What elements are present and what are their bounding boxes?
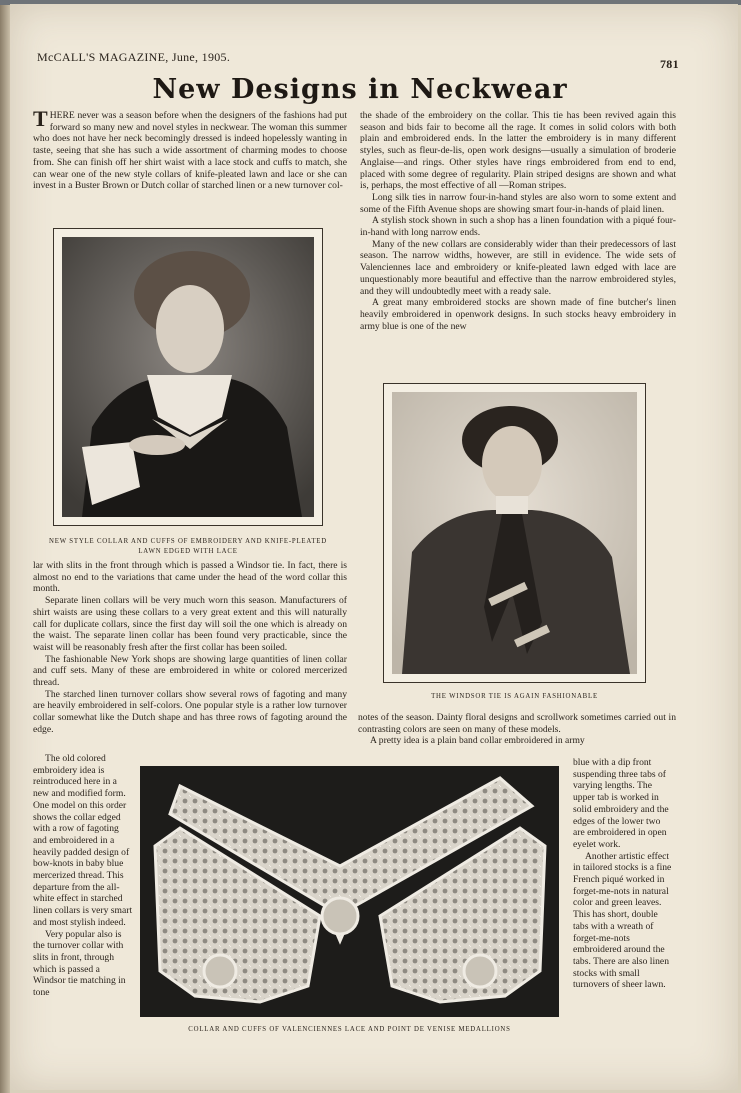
running-head: McCALL'S MAGAZINE, June, 1905.	[37, 50, 231, 64]
paragraph: A great many embroidered stocks are shown made of fine butcher's linen heavily embroidered in openwork designs. In such stocks heavy embroidery in army blue is one of the new	[360, 297, 676, 332]
column-2-top	[360, 110, 676, 375]
paragraph	[33, 110, 347, 192]
column-2-narrow	[573, 757, 673, 1039]
paragraph: The fashionable New York shops are showing large quantities of linen collar and cuff sets. Many of these are embroidered in white or colored mercerized thread.	[33, 653, 347, 689]
article-title: New Designs in Neckwear	[152, 74, 568, 105]
caption-figure-3: COLLAR AND CUFFS OF VALENCIENNES LACE AND POINT DE VENISE MEDALLIONS	[188, 1026, 511, 1033]
column-2-middle	[358, 712, 676, 758]
paragraph: lar with slits in the front through which is passed a Windsor tie. In fact, there is almost no end to the variations that came under the head of the word collar this month.	[33, 560, 347, 595]
photo-woman-windsor-tie	[392, 392, 637, 674]
paragraph: notes of the season. Dainty floral designs and scrollwork sometimes carried out in contrasting colors are seen on many of these models.	[358, 712, 676, 735]
paragraph: Long silk ties in narrow four-in-hand styles are also worn to some extent and some of the Fifth Avenue shops are showing smart four-in-hands of plaid linen.	[360, 191, 676, 215]
paragraph: Very popular also is the turnover collar with slits in front, through which is passed a Windsor tie matching in tone	[33, 928, 126, 999]
column-1-top	[33, 110, 347, 218]
photo-woman-lace-collar	[62, 237, 314, 517]
paragraph: Another artistic effect in tailored stocks is a fine French piqué worked in forget-me-nots in natural color and green leaves. This has short, double tabs with a wreath of forget-me-nots embroidered around the tabs. There are also linen stocks with small turnovers of sheer lawn.	[573, 850, 672, 991]
column-1-middle	[33, 560, 347, 756]
paragraph: A pretty idea is a plain band collar embroidered in army	[370, 735, 585, 747]
book-spine	[0, 0, 10, 1093]
paragraph: the shade of the embroidery on the collar. This tie has been revived again this season and bids fair to become all the rage. It comes in solid colors with both plain and embroidered ends. In the latter the embroidery is in many different styles, such as fleur-de-lis, open work designs—usually a simulation of broderie Anglaise—and rings. Other styles have rings embroidered from end to end, placed with some degree of regularity. Plain striped designs are shown and what is, perhaps, the most effective of all —Roman stripes.	[360, 110, 676, 192]
column-1-narrow	[33, 753, 133, 1033]
photo-frame-collar	[53, 228, 323, 526]
paragraph: The starched linen turnover collars show several rows of fagoting and many are heavily embroidered in self-colors. One popular style is a rather low turnover collar somewhat like the Dutch shape and has three rows of fagoting around the edge.	[33, 688, 347, 735]
drop-cap: T	[33, 110, 48, 131]
paragraph: blue with a dip front suspending three tabs of varying lengths. The upper tab is worked in solid embroidery and the edges of the lower two are embroidered in open eyelet work.	[573, 757, 669, 850]
paragraph-text: HERE never was a season before when the designers of the fashions had put forward so many new and novel styles in neckwear. The woman this summer who does not have her neck becomingly dressed is indeed hopelessly wanting in taste, seeing that she has such a wide assortment of charming modes to choose from. She can finish off her shirt waist with a lace stock and cuffs to match, she can wear one of the new style collars of knife-pleated lawn and lace or she can invest in a Buster Brown or Dutch collar of starched linen or a new turnover col-	[33, 110, 347, 192]
caption-figure-1: NEW STYLE COLLAR AND CUFFS OF EMBROIDERY AND KNIFE-PLEATED LAWN EDGED WITH LACE	[49, 538, 327, 555]
paragraph: A stylish stock shown in such a shop has a linen foundation with a piqué four-in-hand with long narrow ends.	[360, 215, 676, 239]
photo-lace-collar-cuffs	[140, 766, 559, 1017]
paragraph: The old colored embroidery idea is reintroduced here in a new and modified form. One model on this order shows the collar edged with a row of fagoting and embroidered in a heavily padded design of bow-knots in baby blue mercerized thread. This departure from the all-white effect in starched linen collars is very smart and most stylish indeed.	[33, 753, 133, 928]
photo-frame-windsor-tie	[383, 383, 646, 683]
paragraph: Many of the new collars are considerably wider than their predecessors of last season. The narrow widths, however, are still in evidence. The wide sets of Valenciennes lace and embroidery or knife-pleated lawn edged with lace are unquestionably more beautiful and effective than the narrow embroidered styles, and they will undoubtedly meet with a ready sale.	[360, 238, 676, 297]
paragraph: Separate linen collars will be very much worn this season. Manufacturers of shirt waists are using these collars to a very great extent and this will naturally call for duplicate collars, since the first day will soil the one which is already on the waist. The separate linen collar has been found very practicable, since the waist will be reasonably fresh after the first collar has been soiled.	[33, 595, 347, 653]
caption-figure-2: THE WINDSOR TIE IS AGAIN FASHIONABLE	[431, 693, 598, 700]
page-number: 781	[660, 57, 679, 71]
